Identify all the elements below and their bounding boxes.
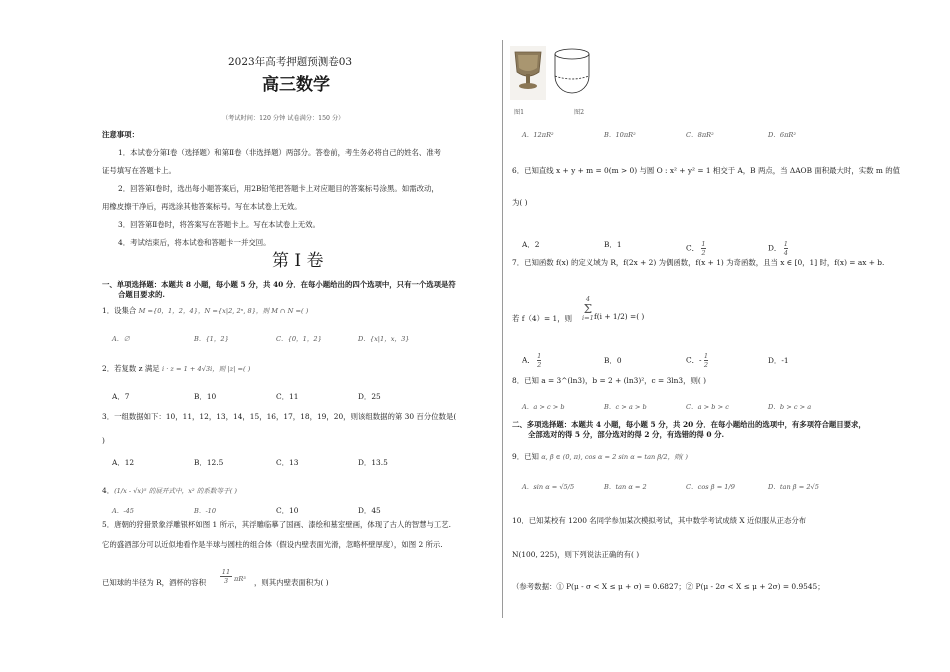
column-divider [502, 40, 503, 618]
q4-option-d[interactable]: D．45 [358, 506, 381, 515]
q2-option-b[interactable]: B．10 [194, 392, 217, 401]
q5-option-c[interactable]: C．8πR² [686, 131, 714, 139]
q4-option-b[interactable]: B．-10 [194, 507, 217, 515]
q6-option-c[interactable]: C． $\frac{1}{2}$ [686, 240, 706, 257]
section2-heading-cont: 全部选对的得 5 分，部分选对的得 2 分，有选错的得 0 分. [528, 430, 725, 439]
q7-sum-symbol: 4 Σ i=1 [582, 295, 594, 322]
q5-line-3: 已知球的半径为 R，酒杯的容积 [102, 578, 206, 587]
note-line: 2．回答第Ⅰ卷时，选出每小题答案后，用2B铅笔把答题卡上对应题目的答案标号涂黑。如需改动， [118, 184, 439, 193]
q9-stem: 9．已知 α, β ∈ (0, π), cos α = 2 sin α = tan β/2，则( ) [512, 452, 689, 461]
figure2-caption: 图2 [574, 109, 585, 116]
cylinder-hemisphere-diagram [552, 46, 592, 104]
q9-option-b[interactable]: B．tan α = 2 [604, 483, 647, 491]
q9-option-c[interactable]: C．cos β = 1/9 [686, 483, 735, 491]
note-line: 1．本试卷分第Ⅰ卷（选择题）和第Ⅱ卷（非选择题）两部分。答卷前，考生务必将自己的姓名、准考 [118, 148, 442, 157]
q7-option-a[interactable]: A． $\frac{1}{2}$ [522, 352, 542, 369]
q3-option-c[interactable]: C．13 [276, 458, 299, 467]
exam-title: 2023年高考押题预测卷03 [228, 56, 353, 68]
q8-option-d[interactable]: D．b > c > a [768, 403, 812, 411]
section1-heading: 一、单项选择题：本题共 8 小题，每小题 5 分，共 40 分．在每小题给出的四个选项中，只有一个选项是符 [102, 280, 456, 289]
q1-option-a[interactable]: A．∅ [112, 335, 130, 343]
q3-stem-close: ) [102, 436, 105, 445]
note-line: 4．考试结束后，将本试卷和答题卡一并交回。 [118, 238, 271, 247]
q8-option-b[interactable]: B．c > a > b [604, 403, 647, 411]
notes-heading: 注意事项： [102, 130, 139, 139]
section1-heading-cont: 合题目要求的. [118, 290, 165, 299]
q5-fraction: 11 3 [221, 568, 231, 585]
volume-title: 第 I 卷 [272, 251, 324, 271]
q4-stem: 4．(1/x - √x)⁵ 的展开式中，x² 的系数等于( ) [102, 486, 237, 495]
note-line: 3．回答第Ⅱ卷时，将答案写在答题卡上。写在本试卷上无效。 [118, 220, 320, 229]
q8-option-c[interactable]: C．a > b > c [686, 403, 729, 411]
q1-option-d[interactable]: D．{x|1，x，3} [358, 335, 410, 343]
q1-stem: 1．设集合 M ={0，1，2，4}，N ={x|2, 2ⁿ, 8}，则 M ∩ N =( ) [102, 306, 309, 315]
q3-option-a[interactable]: A．12 [112, 458, 135, 467]
q5-volume: πR³ [234, 575, 246, 583]
q2-stem: 2．若复数 z 满足 i · z = 1 + 4√3i，则 |z| =( ) [102, 364, 251, 373]
q7-line-1: 7．已知函数 f(x) 的定义域为 R，f(2x + 2) 为偶函数，f(x + 1) 为奇函数，且当 x ∈ [0，1] 时，f(x) = ax + b. [512, 258, 885, 267]
q5-line-1: 5．唐朝的狩猎景象浮雕银杯如图 1 所示，其浮雕临摹了国画、漆绘和墓室壁画，体现了古人的智慧与工艺. [102, 520, 452, 529]
q6-option-a[interactable]: A．2 [522, 240, 540, 249]
q6-line-2: 为( ) [512, 198, 528, 207]
q4-option-a[interactable]: A．-45 [112, 507, 134, 515]
section2-heading: 二、多项选择题：本题共 4 小题，每小题 5 分，共 20 分．在每小题给出的选项中，有多项符合题目要求， [512, 420, 866, 429]
q6-option-d[interactable]: D． $\frac{1}{4}$ [768, 240, 788, 257]
q2-option-a[interactable]: A．7 [112, 392, 130, 401]
figure1-caption: 图1 [514, 109, 525, 116]
q3-option-b[interactable]: B．12.5 [194, 458, 224, 467]
q5-option-a[interactable]: A．12πR² [522, 131, 554, 139]
q3-option-d[interactable]: D．13.5 [358, 458, 388, 467]
q10-line-2: N(100, 225)，则下列说法正确的有( ) [512, 550, 640, 559]
q10-line-1: 10．已知某校有 1200 名同学参加某次模拟考试，其中数学考试成绩 X 近似服从正态分布 [512, 516, 807, 525]
q8-stem: 8．已知 a = 3^(ln3)，b = 2 + (ln3)²，c = 3ln3，则( ) [512, 376, 707, 385]
note-line: 证号填写在答题卡上。 [102, 166, 176, 175]
q7-option-b[interactable]: B．0 [604, 356, 622, 365]
q4-option-c[interactable]: C．10 [276, 506, 299, 515]
exam-info: （考试时间：120 分钟 试卷满分：150 分） [222, 115, 345, 122]
q3-stem: 3．一组数据如下：10，11，12，13，14，15，16，17，18，19，20，则该组数据的第 30 百分位数是( [102, 412, 457, 421]
q5-option-b[interactable]: B．10πR² [604, 131, 636, 139]
q9-option-d[interactable]: D．tan β = 2√5 [768, 483, 819, 491]
q6-line-1: 6．已知直线 x + y + m = 0(m > 0) 与圆 O : x² + y² = 1 相交于 A，B 两点，当 ΔAOB 面积最大时，实数 m 的值 [512, 166, 901, 175]
q6-option-b[interactable]: B．1 [604, 240, 622, 249]
q7-option-c[interactable]: C．- $\frac{1}{2}$ [686, 352, 709, 369]
q7-line-2a: 若 f（4）= 1，则 [512, 314, 572, 323]
q5-line-2: 它的盛酒部分可以近似地看作是半球与圆柱的组合体（假设内壁表面光滑，忽略杯壁厚度），如图 2 所示. [102, 540, 443, 549]
q7-option-d[interactable]: D．-1 [768, 356, 789, 365]
q9-option-a[interactable]: A．sin α = √5/5 [522, 483, 575, 491]
q5-line-3-end: ，则其内壁表面积为( ) [254, 578, 329, 587]
q2-option-d[interactable]: D．25 [358, 392, 381, 401]
q10-line-3: （参考数据：① P(μ - σ < X ≤ μ + σ) = 0.6827；② P(μ - 2σ < X ≤ μ + 2σ) = 0.9545； [512, 582, 825, 591]
q1-option-b[interactable]: B．{1，2} [194, 335, 229, 343]
q2-option-c[interactable]: C．11 [276, 392, 299, 401]
q8-option-a[interactable]: A．a > c > b [522, 403, 565, 411]
silver-cup-image [510, 46, 546, 100]
q7-line-2b: f(i + 1/2) =( ) [594, 312, 645, 321]
note-line: 用橡皮擦干净后，再选涂其他答案标号。写在本试卷上无效。 [102, 202, 302, 211]
q5-option-d[interactable]: D．6πR² [768, 131, 797, 139]
subject-title: 高三数学 [262, 75, 330, 95]
q1-option-c[interactable]: C．{0，1，2} [276, 335, 322, 343]
